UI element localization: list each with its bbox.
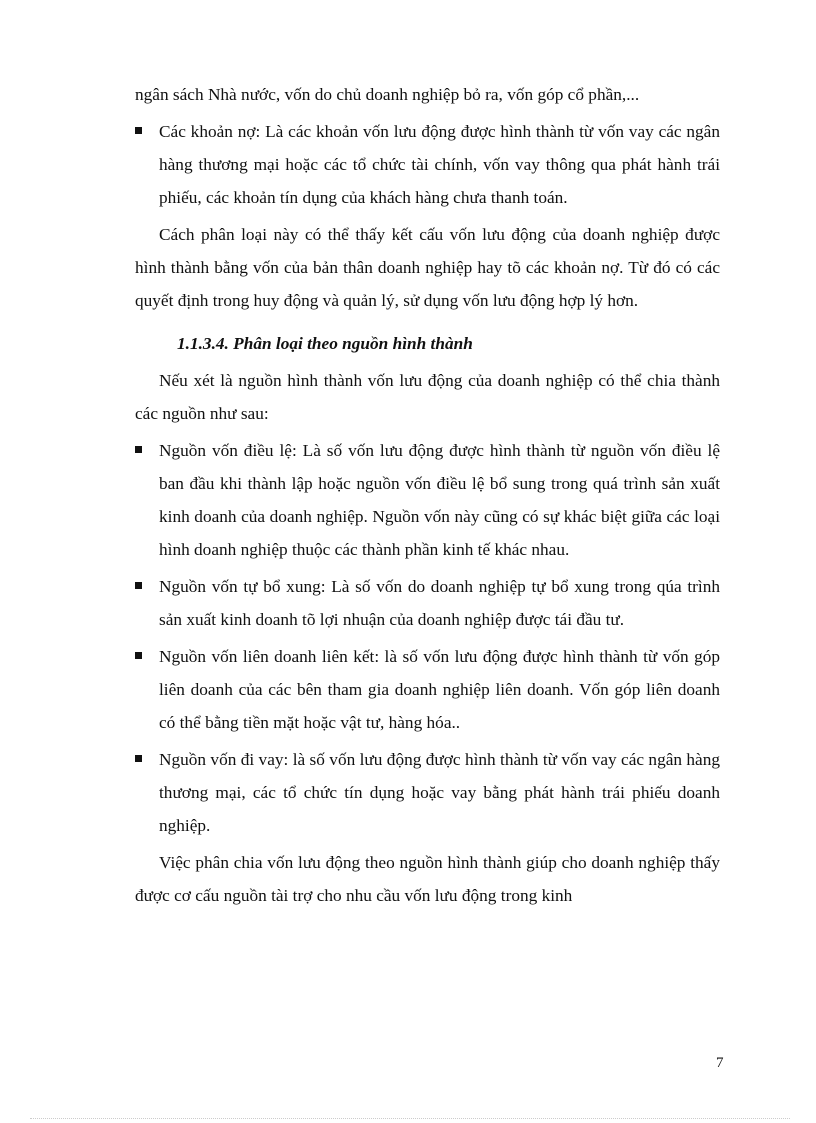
square-bullet-icon (135, 755, 142, 762)
section-heading: 1.1.3.4. Phân loại theo nguồn hình thành (177, 334, 473, 353)
page-body (135, 78, 720, 912)
bullet-item-charter-capital (135, 434, 720, 566)
bullet-text: Nguồn vốn tự bổ xung: Là số vốn do doanh nghiệp tự bổ xung trong qúa trình sản xuất kinh doanh tõ lợi nhuận của doanh nghiệp được tái đầu tư. (159, 577, 720, 629)
intro-continuation-paragraph: ngân sách Nhà nước, vốn do chủ doanh nghiệp bỏ ra, vốn góp cổ phần,... (135, 85, 640, 104)
square-bullet-icon (135, 652, 142, 659)
bullet-item-self-supplemented (135, 570, 720, 636)
page-number: 7 (716, 1055, 724, 1071)
square-bullet-icon (135, 446, 142, 453)
bullet-item-joint-venture (135, 640, 720, 739)
page-bottom-divider (30, 1118, 790, 1119)
bullet-item-borrowed (135, 743, 720, 842)
classification-summary-paragraph: Cách phân loại này có thể thấy kết cấu vốn lưu động của doanh nghiệp được hình thành bằng vốn của bản thân doanh nghiệp hay tõ các khoản nợ. Từ đó có các quyết định trong huy động và quản lý, sử dụng vốn lưu động hợp lý hơn. (135, 225, 720, 310)
bullet-text: Nguồn vốn đi vay: là số vốn lưu động được hình thành từ vốn vay các ngân hàng thương mại, các tổ chức tín dụng hoặc vay bằng phát hành trái phiếu doanh nghiệp. (159, 750, 720, 835)
square-bullet-icon (135, 582, 142, 589)
debts-bullet-item (135, 115, 720, 214)
bullet-text: Nguồn vốn liên doanh liên kết: là số vốn lưu động được hình thành từ vốn góp liên doanh của các bên tham gia doanh nghiệp liên doanh. Vốn góp liên doanh có thể bằng tiền mặt hoặc vật tư, hàng hóa.. (159, 647, 720, 732)
bullet-text: Các khoản nợ: Là các khoản vốn lưu động được hình thành từ vốn vay các ngân hàng thương mại hoặc các tổ chức tài chính, vốn vay thông qua phát hành trái phiếu, các khoản tín dụng của khách hàng chưa thanh toán. (159, 122, 720, 207)
section-intro-paragraph: Nếu xét là nguồn hình thành vốn lưu động của doanh nghiệp có thể chia thành các nguồn như sau: (135, 371, 720, 423)
square-bullet-icon (135, 127, 142, 134)
bullet-text: Nguồn vốn điều lệ: Là số vốn lưu động được hình thành từ nguồn vốn điều lệ ban đầu khi thành lập hoặc nguồn vốn điều lệ bổ sung trong quá trình sản xuất kinh doanh của doanh nghiệp. Nguồn vốn này cũng có sự khác biệt giữa các loại hình doanh nghiệp thuộc các thành phần kinh tế khác nhau. (159, 441, 720, 559)
closing-paragraph: Việc phân chia vốn lưu động theo nguồn hình thành giúp cho doanh nghiệp thấy được cơ cấu nguồn tài trợ cho nhu cầu vốn lưu động trong kinh (135, 853, 720, 905)
